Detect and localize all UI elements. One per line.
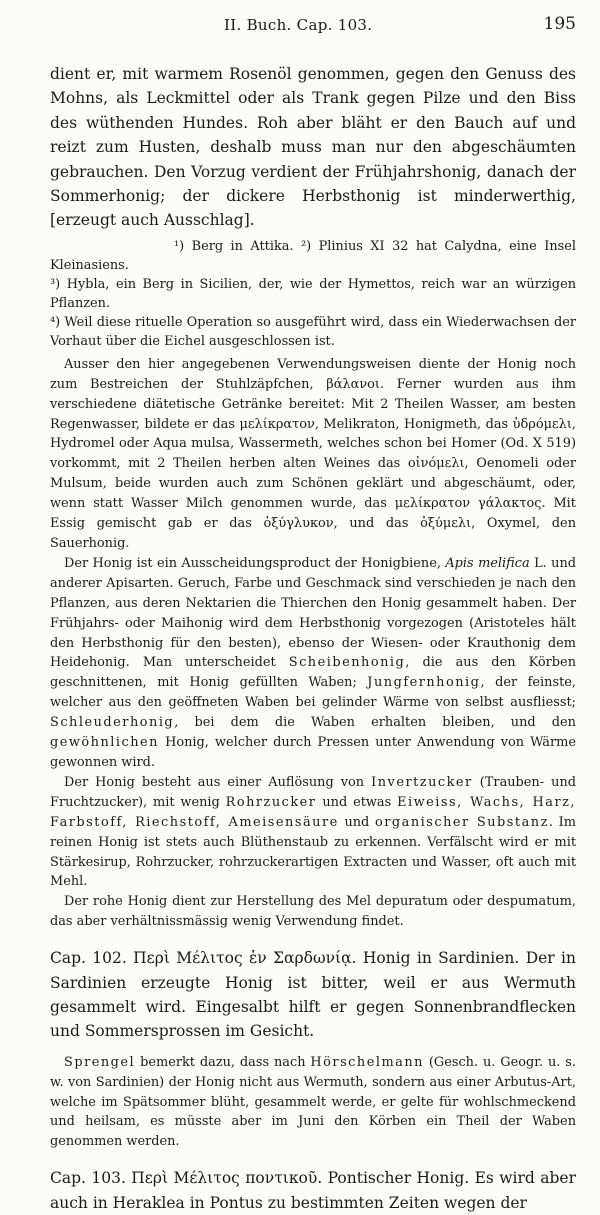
term-jungfernhonig: Jungfernhonig [367,675,481,691]
commentary-paragraph-1: Ausser den hier angegebenen Verwendungsweisen diente der Honig noch zum Bestreichen der Stuhlzäpfchen, βάλανοι. Ferner wurden aus ihm verschiedene diätetische Getränke bereitet: Mit 2 Theilen Wasser, am besten Regenwasser, bildete er das μελίκρατον, Melikraton, Honigmeth, das ὑδρόμελι, Hydromel oder Aqua mulsa, Wassermeth, welches schon bei Homer (Od. X 519) vorkommt, mit 2 Theilen herben alten Weines das οἰνόμελι, Oenomeli oder Mulsum, beide wurden auch zum Schönen geklärt und abgeschäumt, oder, wenn statt Wasser Milch genommen wurde, das μελίκρατον γάλακτος. Mit Essig gemischt gab er das ὀξύγλυκον, und das ὀξύμελι, Oxymel, den Sauerhonig. [50,356,576,551]
commentary-paragraph-2: Der Honig ist ein Ausscheidungsproduct der Honigbiene, Apis melifica L. und anderer Apisarten. Geruch, Farbe und Geschmack sind verschieden je nach den Pflanzen, aus deren Nektarien die Thierchen den Honig gesammelt haben. Der Frühjahrs- oder Maihonig wird dem Herbsthonig vorgezogen (Aristoteles hält den Herbsthonig für den besten), ebenso der Wiesen- oder Krauthonig dem Heidehonig. Man unterscheidet Scheibenhonig, die aus den Körben geschnittenen, mit Honig gefüllten Waben; Jungfernhonig, der feinste, welcher aus den geöffneten Waben bei gelinder Wärme von selbst ausfliesst; Schleuderhonig, bei dem die Waben erhalten bleiben, und den gewöhnlichen Honig, welcher durch Pressen unter Anwendung von Wärme gewonnen wird. [50,555,576,770]
species-name: Apis melifica [445,555,530,571]
page-body [50,62,576,1215]
commentary-paragraph-3: Der Honig besteht aus einer Auflösung von Invertzucker (Trauben- und Fruchtzucker), mit wenig Rohrzucker und etwas Eiweiss, Wachs, Harz, Farbstoff, Riechstoff, Ameisensäure und organischer Substanz. Im reinen Honig ist stets auch Blüthenstaub zu erkennen. Verfälscht wird er mit Stärkesirup, Rohrzucker, rohrzuckerartigen Extracten und Wasser, oft auch mit Mehl. [50,774,576,890]
page-number: 195 [543,14,576,34]
continuation-paragraph: dient er, mit warmem Rosenöl genommen, gegen den Genuss des Mohns, als Leckmittel oder als Trank gegen Pilze und den Biss des wüthenden Hundes. Roh aber bläht er den Bauch auf und reizt zum Husten, deshalb muss man nur den abgeschäumten gebrauchen. Den Vorzug verdient der Frühjahrshonig, danach der Sommerhonig; der dickere Herbsthonig ist minderwerthig, [erzeugt auch Ausschlag]. [50,65,576,230]
running-head [50,14,576,38]
footnote-1-2: ¹) Berg in Attika. ²) Plinius XI 32 hat Calydna, eine Insel Kleinasiens. [50,238,576,273]
term-scheibenhonig: Scheibenhonig [288,655,406,671]
chapter-103: Cap. 103. Περὶ Μέλιτος ποντικοῦ. Pontischer Honig. Es wird aber auch in Heraklea in Pontus zu bestimmten Zeiten wegen der [50,1169,576,1212]
footnote-3: ³) Hybla, ein Berg in Sicilien, der, wie der Hymettos, reich war an würzigen Pflanzen. [50,276,576,311]
term-invertzucker: Invertzucker [371,774,473,790]
term-rohrzucker: Rohrzucker [225,794,317,810]
term-gewoehnlichen: gewöhnlichen [50,735,159,751]
term-schleuderhonig: Schleuderhonig [50,715,175,731]
term-components: Eiweiss, Wachs, Harz, Farbstoff, Riechstoff, Ameisensäure [50,794,576,830]
running-head-title: II. Buch. Cap. 103. [224,16,373,34]
chapter-102-note: Sprengel bemerkt dazu, dass nach Hörschelmann (Gesch. u. Geogr. u. s. w. von Sardinien) der Honig nicht aus Wermuth, sondern aus einer Arbutus-Art, welche im Spätsommer blüht, gesammelt werde, er gelte für wohlschmeckend und heilsam, es müsste aber im Juni den Körben ein Theil der Waben genommen werden. [50,1054,576,1150]
commentary-paragraph-4: Der rohe Honig dient zur Herstellung des Mel depuratum oder despumatum, das aber verhältnissmässig wenig Verwendung findet. [50,894,576,930]
author-sprengel: Sprengel [64,1054,136,1070]
footnote-4: ⁴) Weil diese rituelle Operation so ausgeführt wird, dass ein Wiederwachsen der Vorhaut über die Eichel ausgeschlossen ist. [50,314,576,349]
chapter-102: Cap. 102. Περὶ Μέλιτος ἐν Σαρδωνίᾳ. Honig in Sardinien. Der in Sardinien erzeugte Honig ist bitter, weil er aus Wermuth gesammelt wird. Eingesalbt hilft er gegen Sonnenbrandflecken und Sommersprossen im Gesicht. [50,949,576,1041]
term-organic-substance: organischer Substanz [375,814,549,830]
author-hoerschelmann: Hörschelmann [310,1054,424,1070]
